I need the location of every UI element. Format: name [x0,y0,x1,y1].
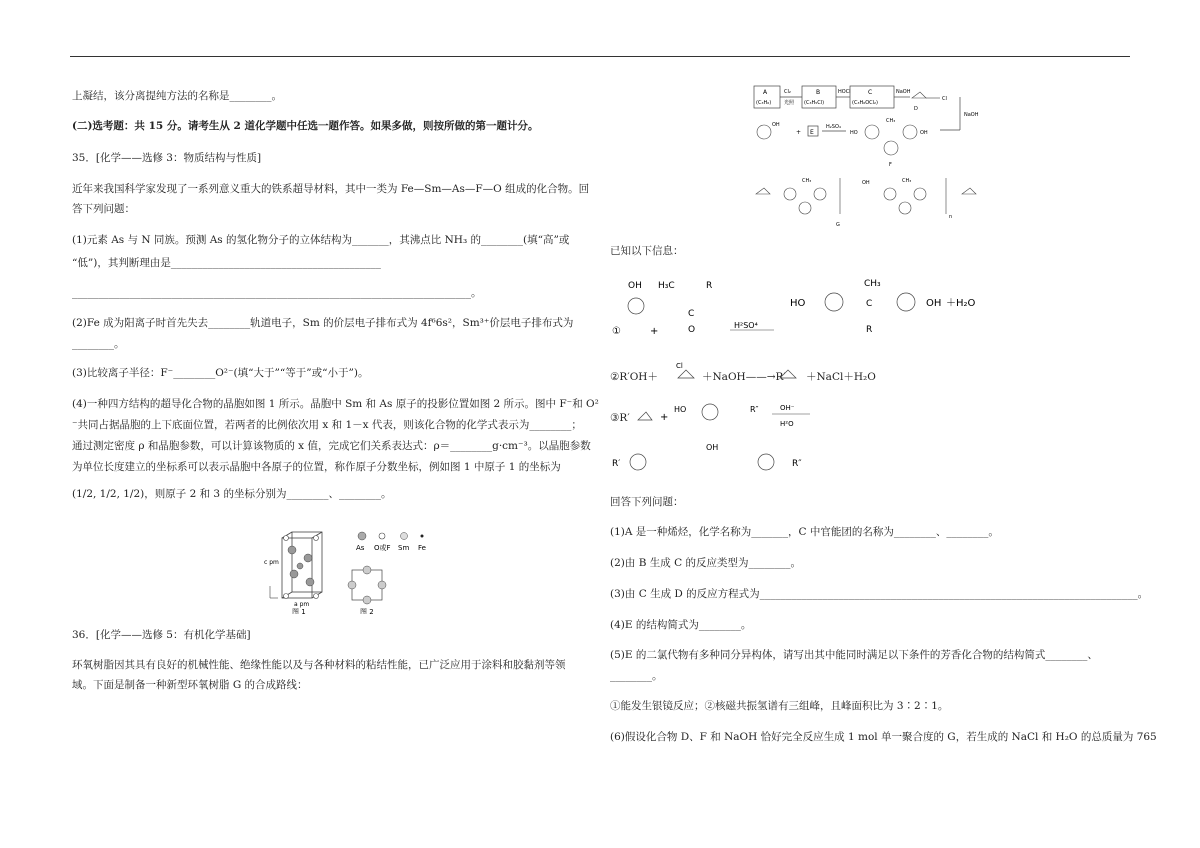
axis-c-label: c pm [264,559,279,566]
info-3-start: ③R′ [610,412,630,424]
figure-2-caption: 图 2 [360,608,374,614]
svg-text:Cl: Cl [676,362,683,370]
route-a-formula: (C₃H₆) [756,100,772,106]
reagent-h2so4: H₂SO₄ [826,124,841,130]
route-b-formula: (C₃H₅Cl) [804,100,825,106]
route-d: D [914,106,918,112]
text-line: “低”)，其判断理由是________________________________________ [72,257,381,269]
svg-text:OH: OH [926,298,942,309]
svg-text:CH₃: CH₃ [802,178,812,184]
svg-text:OH: OH [862,180,870,186]
text-line: 上凝结，该分离提纯方法的名称是________。 [72,90,282,102]
svg-text:+: + [660,412,669,423]
text-line: 答下列问题： [72,203,135,215]
crystal-figure [264,528,484,614]
text-line: (2)Fe 成为阳离子时首先失去________轨道电子，Sm 的价层电子排布式为 4f⁶6s²，Sm³⁺价层电子排布式为 [72,317,574,329]
figure-1-caption: 图 1 [292,608,306,614]
text-line: (4)一种四方结构的超导化合物的晶胞如图 1 所示。晶胞中 Sm 和 As 原子的投影位置如图 2 所示。图中 F⁻和 O² [72,398,599,410]
text-line: 域。下面是制备一种新型环氧树脂 G 的合成路线： [72,679,308,691]
svg-text:CH₃: CH₃ [902,178,912,184]
question-36-title: 36．[化学——选修 5：有机化学基础] [72,629,251,641]
text-line: ________。 [72,338,125,350]
text-line: 环氧树脂因其具有良好的机械性能、绝缘性能以及与各种材料的粘结性能，已广泛应用于涂料和胶黏剂等领 [72,659,566,671]
info-1-condition: H²SO⁴ [734,321,758,330]
route-b: B [816,89,821,96]
svg-text:OH: OH [772,122,780,128]
answer-line-5a: (5)E 的二氯代物有多种同分异构体，请写出其中能同时满足以下条件的芳香化合物的结构简式________、 [610,649,1098,661]
synthesis-route-diagram [750,82,990,232]
svg-text:H₃C: H₃C [658,281,675,291]
info-2-tail: ＋NaCl＋H₂O [806,371,876,383]
text-line: ____________________________________________________________________________。 [72,287,482,299]
answer-line-4: (4)E 的结构简式为________。 [610,619,752,631]
svg-text:C: C [688,309,695,319]
route-c-formula: (C₃H₆OCl₂) [852,100,878,106]
axis-a-label: a pm [294,601,310,608]
answer-line-1: (1)A 是一种烯烃，化学名称为_______，C 中官能团的名称为________、________。 [610,526,999,538]
header-rule [70,56,1130,57]
svg-text:Cl: Cl [942,96,947,102]
svg-text:OH: OH [628,281,642,291]
route-f: F [889,162,892,168]
answer-intro: 回答下列问题： [610,496,684,508]
text-line: 通过测定密度 ρ 和晶胞参数，可以计算该物质的 x 值，完成它们关系表达式：ρ＝________g·cm⁻³。以晶胞参数 [72,440,591,452]
text-line: (3)比较离子半径：F⁻________O²⁻(填“大于”“等于”或“小于”)。 [72,367,369,379]
reagent-naoh: NaOH [896,89,911,95]
legend-o-or-f: O或F [374,544,391,552]
info-3-condition-top: OH⁻ [780,404,795,412]
text-line: ⁻共同占据晶胞的上下底面位置，若两者的比例依次用 x 和 1－x 代表，则该化合物的化学式表示为________； [72,419,582,431]
info-3-condition-bottom: H²O [780,420,794,428]
info-1-label: ① [612,326,621,337]
answer-line-5b: ________。 [610,670,663,682]
reagent-cl2: Cl₂ [784,89,791,95]
svg-text:R′: R′ [612,459,621,469]
info-1-reaction [610,272,1010,342]
svg-text:OH: OH [920,130,928,136]
legend-sm: Sm [398,544,410,552]
answer-line-6: (6)假设化合物 D、F 和 NaOH 恰好完全反应生成 1 mol 单一聚合度的 G，若生成的 NaCl 和 H₂O 的总质量为 765 [610,731,1157,743]
svg-text:OH: OH [706,443,719,452]
svg-text:HO: HO [790,298,806,309]
condition-light: 光照 [784,100,795,106]
route-e: E [810,129,814,136]
legend-as: As [356,544,365,552]
info-3-reactants [632,398,822,432]
question-35-title: 35．[化学——选修 3：物质结构与性质] [72,152,262,164]
polymer-n: n [949,214,953,220]
section-heading: (二)选考题：共 15 分。请考生从 2 道化学题中任选一题作答。如果多做，则按所做的第一题计分。 [72,120,539,132]
text-line: 近年来我国科学家发现了一系列意义重大的铁系超导材料，其中一类为 Fe—Sm—As—F—O 组成的化合物。回 [72,183,590,195]
answer-line-2: (2)由 B 生成 C 的反应类型为________。 [610,557,801,569]
text-line: (1)元素 As 与 N 同族。预测 As 的氢化物分子的立体结构为_______，其沸点比 NH₃ 的________(填“高”或 [72,234,570,246]
epoxide-icon [674,360,704,384]
svg-text:CH₃: CH₃ [864,279,881,289]
legend-fe: Fe [418,544,426,552]
svg-text:O: O [688,325,696,335]
route-g: G [836,222,840,228]
info-2-middle: ＋NaOH——→R′ [702,371,786,383]
svg-text:CH₃: CH₃ [886,118,896,124]
info-3-product [610,442,830,478]
info-2-start: ②R′OH＋ [610,371,658,383]
reagent-naoh-2: NaOH [964,112,979,118]
svg-text:+: + [796,129,802,136]
answer-line-3: (3)由 C 生成 D 的反应方程式为________________________________________________________________________。 [610,588,1149,600]
svg-text:R″: R″ [792,459,802,469]
route-c: C [868,89,873,96]
svg-text:HO: HO [674,405,687,414]
answer-line-5c: ①能发生银镜反应；②核磁共振氢谱有三组峰，且峰面积比为 3∶2∶1。 [610,700,949,712]
svg-text:C: C [866,299,873,309]
text-line: (1/2, 1/2, 1/2)，则原子 2 和 3 的坐标分别为________、________。 [72,488,392,500]
reagent-hocl: HOCl [838,89,851,95]
svg-text:R″: R″ [750,405,759,414]
svg-text:R: R [866,325,873,335]
svg-text:+: + [650,326,659,337]
svg-text:R: R [706,281,713,291]
epoxide-icon [776,360,806,384]
text-line: 为单位长度建立的坐标系可以表示晶胞中各原子的位置，称作原子分数坐标，例如图 1 中原子 1 的坐标为 [72,461,561,473]
svg-text:HO: HO [850,130,858,136]
route-a: A [763,89,768,96]
info-1-product-tail: ＋H₂O [946,298,976,309]
known-info-heading: 已知以下信息： [610,245,684,257]
